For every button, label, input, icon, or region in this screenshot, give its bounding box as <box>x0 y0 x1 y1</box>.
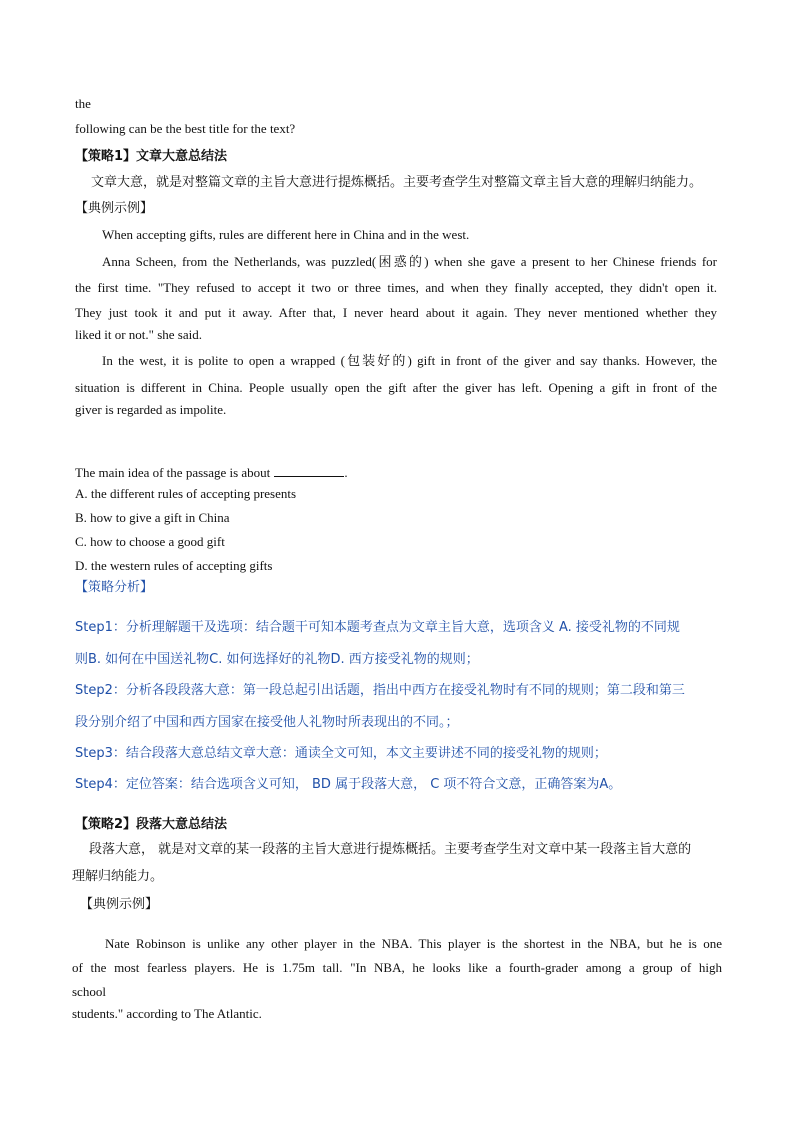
passage-2-line-4: students." according to The Atlantic. <box>72 1006 262 1021</box>
example-heading: 【典例示例】 <box>75 201 154 216</box>
strategy-2-heading: 【策略2】段落大意总结法 <box>75 817 228 832</box>
question-stem-line: following can be the best title for the text? <box>75 121 296 136</box>
step-3-line: Step3：结合段落大意总结文章大意：通读全文可知，本文主要讲述不同的接受礼物的规则； <box>75 746 607 761</box>
question-text: The main idea of the passage is about <box>75 465 271 480</box>
strategy-analysis-heading: 【策略分析】 <box>75 580 154 595</box>
passage-paragraph-3-line-3: giver is regarded as impolite. <box>75 402 227 417</box>
passage-paragraph-1: When accepting gifts, rules are different here in China and in the west. <box>102 227 470 242</box>
option-c: C. how to choose a good gift <box>75 534 225 549</box>
strategy-1-description: 文章大意，就是对整篇文章的主旨大意进行提炼概括。主要考查学生对整篇文章主旨大意的理解归纳能力。 <box>91 175 703 190</box>
passage-paragraph-2-line-1: Anna Scheen, from the Netherlands, was puzzled(困惑的) when she gave a present to her Chinese friends for <box>102 254 717 269</box>
step-1-line-2: 则B. 如何在中国送礼物C. 如何选择好的礼物D. 西方接受礼物的规则； <box>75 652 479 667</box>
passage-paragraph-3-line-1: In the west, it is polite to open a wrapped (包装好的) gift in front of the giver and say thanks. However, the <box>102 353 717 368</box>
passage-paragraph-2-line-3: They just took it and put it away. After that, I never heard about it again. They never mentioned whether they <box>75 305 717 320</box>
text-line: the <box>75 96 91 111</box>
passage-paragraph-2-line-2: the first time. "They refused to accept it two or three times, and when they finally accepted, they didn't open it. <box>75 280 717 295</box>
option-b: B. how to give a gift in China <box>75 510 230 525</box>
strategy-2-description-line-2: 理解归纳能力。 <box>72 869 164 884</box>
passage-2-line-2: of the most fearless players. He is 1.75m tall. "In NBA, he looks like a fourth-grader among a group of high <box>72 960 722 975</box>
step-2-line-2: 段分别介绍了中国和西方国家在接受他人礼物时所表现出的不同。； <box>75 715 459 730</box>
example-heading-2: 【典例示例】 <box>80 897 159 912</box>
question-line <box>75 464 348 481</box>
question-end: . <box>344 465 348 480</box>
step-2-line-1: Step2：分析各段段落大意：第一段总起引出话题，指出中西方在接受礼物时有不同的规则；第二段和第三 <box>75 683 685 698</box>
passage-2-line-3: school <box>72 984 106 999</box>
step-4-line: Step4：定位答案：结合选项含义可知， BD 属于段落大意， C 项不符合文意，正确答案为A。 <box>75 777 622 792</box>
strategy-1-heading: 【策略1】文章大意总结法 <box>75 149 228 164</box>
step-1-line-1: Step1：分析理解题干及选项：结合题干可知本题考查点为文章主旨大意，选项含义 A. 接受礼物的不同规 <box>75 620 680 635</box>
passage-paragraph-3-line-2: situation is different in China. People usually open the gift after the giver has left. Opening a gift in front of the <box>75 380 717 395</box>
option-d: D. the western rules of accepting gifts <box>75 558 273 573</box>
strategy-2-description-line-1: 段落大意， 就是对文章的某一段落的主旨大意进行提炼概括。主要考查学生对文章中某一段落主旨大意的 <box>89 842 692 857</box>
passage-paragraph-2-line-4: liked it or not." she said. <box>75 327 202 342</box>
passage-2-line-1: Nate Robinson is unlike any other player in the NBA. This player is the shortest in the NBA, but he is one <box>105 936 722 951</box>
answer-blank <box>274 464 344 477</box>
option-a: A. the different rules of accepting presents <box>75 486 297 501</box>
